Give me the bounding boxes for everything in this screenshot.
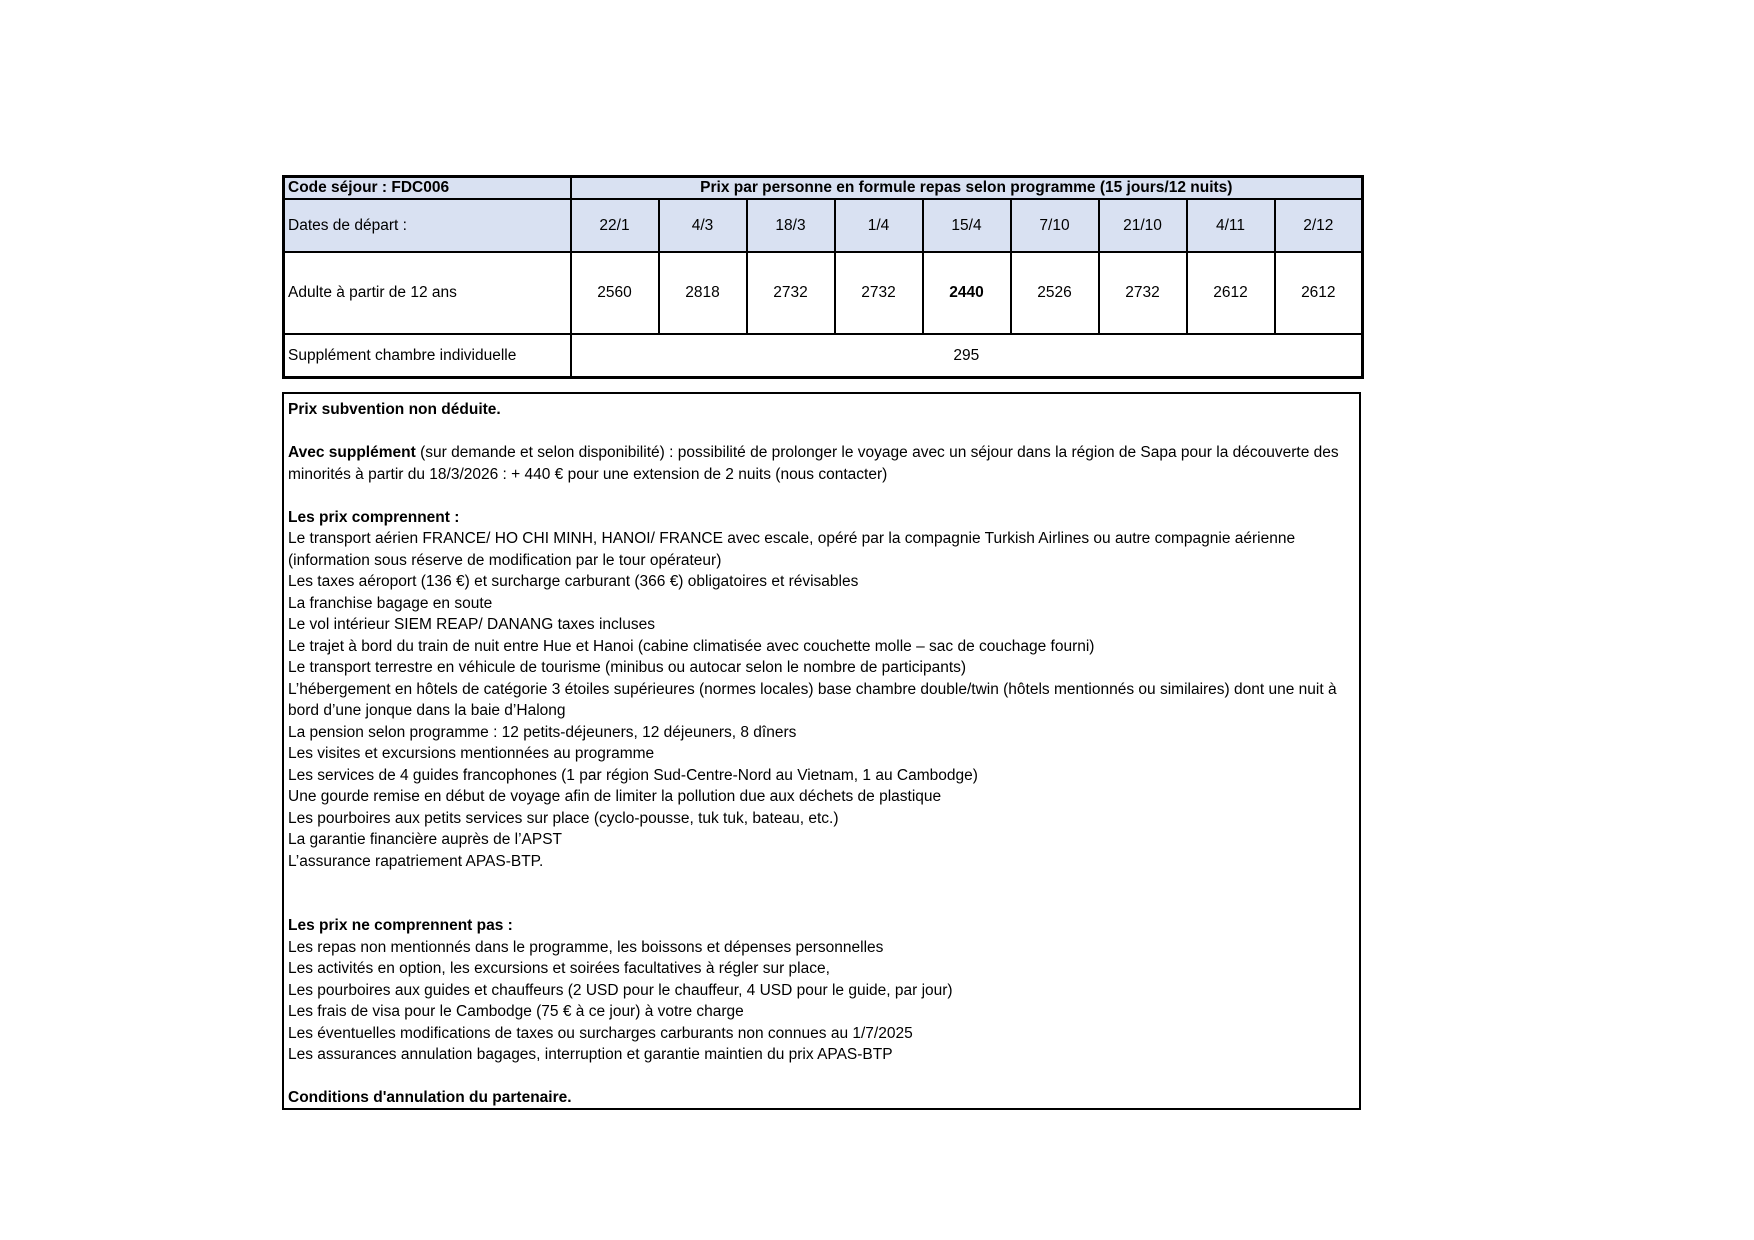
price-table	[282, 175, 1364, 379]
supplement-paragraph	[288, 442, 1355, 485]
price-cell: 2732	[747, 252, 835, 334]
price-cell: 2526	[1011, 252, 1099, 334]
includes-list	[288, 528, 1355, 872]
trip-code-cell: Code séjour : FDC006	[284, 177, 571, 200]
include-item: La garantie financière auprès de l’APST	[288, 831, 562, 848]
price-cell-highlighted: 2440	[923, 252, 1011, 334]
subvention-note: Prix subvention non déduite.	[288, 401, 501, 418]
price-cell: 2560	[571, 252, 659, 334]
include-item: Le trajet à bord du train de nuit entre Hue et Hanoi (cabine climatisée avec couchette molle – sac de couchage fourni)	[288, 637, 1095, 655]
includes-title: Les prix comprennent :	[288, 508, 460, 526]
supplement-value-cell: 295	[571, 334, 1363, 378]
cancellation-title: Conditions d'annulation du partenaire.	[288, 1089, 572, 1106]
date-cell: 7/10	[1011, 199, 1099, 252]
supplement-lead: Avec supplément	[288, 444, 416, 461]
exclude-item: Les repas non mentionnés dans le programme, les boissons et dépenses personnelles	[288, 938, 884, 956]
include-item: Les visites et excursions mentionnées au programme	[288, 745, 655, 762]
departure-dates-row	[284, 199, 1363, 252]
supplement-label-cell: Supplément chambre individuelle	[284, 334, 571, 378]
include-item: Les taxes aéroport (136 €) et surcharge carburant (366 €) obligatoires et révisables	[288, 573, 859, 590]
excludes-list	[288, 937, 1355, 1066]
exclude-item: Les activités en option, les excursions et soirées facultatives à régler sur place,	[288, 960, 830, 977]
date-cell: 4/11	[1187, 199, 1275, 252]
single-supplement-row	[284, 334, 1363, 378]
include-item: L’assurance rapatriement APAS-BTP.	[288, 852, 544, 870]
table-header-row	[284, 177, 1363, 200]
exclude-item: Les assurances annulation bagages, interruption et garantie maintien du prix APAS-BTP	[288, 1046, 893, 1063]
exclude-item: Les frais de visa pour le Cambodge (75 € à ce jour) à votre charge	[288, 1003, 744, 1020]
supplement-text: (sur demande et selon disponibilité) : possibilité de prolonger le voyage avec un séjour dans la région de Sapa pour la découverte des minorités à partir du 18/3/2026 : + 440 € pour une extension de 2 nuits (nous contacter)	[288, 444, 1339, 483]
include-item: La franchise bagage en soute	[288, 594, 493, 612]
price-header-cell: Prix par personne en formule repas selon programme (15 jours/12 nuits)	[571, 177, 1363, 200]
adult-price-row	[284, 252, 1363, 334]
include-item: Une gourde remise en début de voyage afin de limiter la pollution due aux déchets de plastique	[288, 788, 942, 805]
date-cell: 15/4	[923, 199, 1011, 252]
exclude-item: Les pourboires aux guides et chauffeurs (2 USD pour le chauffeur, 4 USD pour le guide, par jour)	[288, 981, 953, 999]
date-cell: 18/3	[747, 199, 835, 252]
price-cell: 2612	[1275, 252, 1363, 334]
adult-label-cell: Adulte à partir de 12 ans	[284, 252, 571, 334]
include-item: L’hébergement en hôtels de catégorie 3 étoiles supérieures (normes locales) base chambre double/twin (hôtels mentionnés ou similaires) dont une nuit à bord d’une jonque dans la baie d’Halong	[288, 680, 1337, 719]
price-cell: 2732	[835, 252, 923, 334]
price-cell: 2818	[659, 252, 747, 334]
exclude-item: Les éventuelles modifications de taxes ou surcharges carburants non connues au 1/7/2025	[288, 1024, 913, 1042]
excludes-title: Les prix ne comprennent pas :	[288, 917, 513, 934]
trip-conditions-box	[282, 392, 1361, 1110]
include-item: Les services de 4 guides francophones (1 par région Sud-Centre-Nord au Vietnam, 1 au Cambodge)	[288, 766, 978, 784]
include-item: Les pourboires aux petits services sur place (cyclo-pousse, tuk tuk, bateau, etc.)	[288, 809, 839, 827]
date-cell: 2/12	[1275, 199, 1363, 252]
date-cell: 22/1	[571, 199, 659, 252]
date-cell: 21/10	[1099, 199, 1187, 252]
dates-label-cell: Dates de départ :	[284, 199, 571, 252]
price-cell: 2612	[1187, 252, 1275, 334]
include-item: Le transport aérien FRANCE/ HO CHI MINH, HANOI/ FRANCE avec escale, opéré par la compagnie Turkish Airlines ou autre compagnie aérienne (information sous réserve de modification par le tour opérateur)	[288, 530, 1296, 569]
include-item: Le transport terrestre en véhicule de tourisme (minibus ou autocar selon le nombre de participants)	[288, 659, 967, 676]
include-item: Le vol intérieur SIEM REAP/ DANANG taxes incluses	[288, 616, 655, 633]
date-cell: 4/3	[659, 199, 747, 252]
date-cell: 1/4	[835, 199, 923, 252]
price-cell: 2732	[1099, 252, 1187, 334]
include-item: La pension selon programme : 12 petits-déjeuners, 12 déjeuners, 8 dîners	[288, 723, 797, 741]
